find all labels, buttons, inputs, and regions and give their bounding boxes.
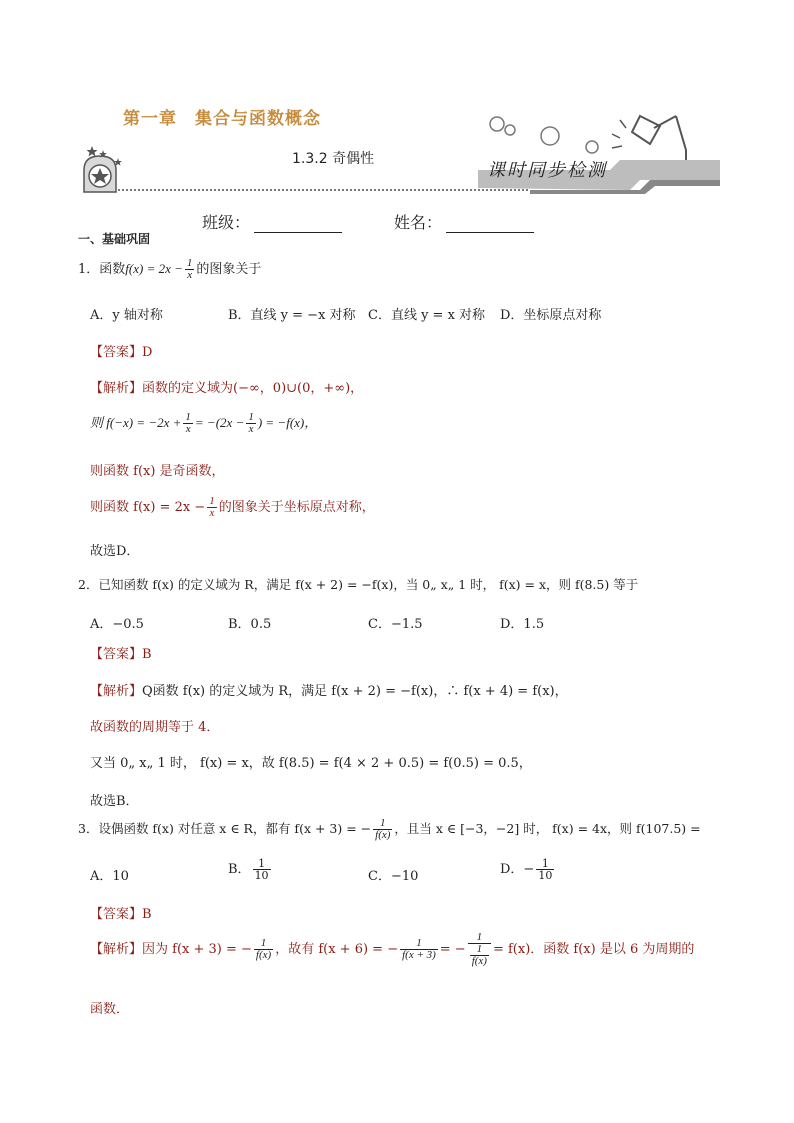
desk-lamp-icon [612,116,686,162]
q2-answer: 【答案】B [90,647,152,662]
star-badge-icon [84,146,122,192]
q1-fraction: $\frac{1}{x}$ [186,257,193,281]
q3-option-b: B． $\frac{1}{10}$ [228,857,269,882]
q2-analysis-line3: 又当 0„ x„ 1 时， f(x) = x，故 f(8.5) = f(4 × 2 + 0.5) = f(0.5) = 0.5， [90,756,532,771]
q2-stem: 2．已知函数 f(x) 的定义域为 R，满足 f(x + 2) = −f(x)，当 0„ x„ 1 时， f(x) = x，则 f(8.5) 等于 [78,577,639,592]
q3-analysis-line2: 函数． [90,1002,130,1017]
name-field[interactable] [394,210,534,233]
q3-stem: 3．设偶函数 f(x) 对任意 x ∈ R，都有 f(x + 3) = − $\frac{1}{f(x)}$ ，且当 x ∈ [−3，−2] 时， f(x) = 4x，则 f(107.5) = [78,817,701,841]
q1-answer: 【答案】D [90,345,153,360]
chapter-title: 第一章 集合与函数概念 [123,109,321,129]
q1-analysis-line1: 【解析】函数的定义域为(−∞，0)∪(0，+∞)， [90,381,364,396]
q1-analysis-line2: 则 f(−x) = −2x + $\frac{1}{x}$ = −(2x − $\frac{1}{x}$ ) = −f(x)， [90,411,318,435]
q1-option-d: D．坐标原点对称 [500,308,602,323]
bubbles-icon [490,117,598,153]
q1-analysis-line5: 故选D． [90,544,140,559]
name-blank[interactable] [446,218,534,233]
q1-option-b: B．直线 y = −x 对称 [228,308,356,323]
q1-analysis-line3: 则函数 f(x) 是奇函数， [90,464,225,479]
header-decoration [0,0,794,200]
q2-option-c: C．−1.5 [368,617,423,632]
q2-option-d: D．1.5 [500,617,545,632]
q1-stem: 1．函数f(x) = 2x − $\frac{1}{x}$ 的图象关于 [78,257,262,281]
class-field[interactable] [202,210,342,233]
q1-option-a: A．y 轴对称 [90,308,163,323]
q3-analysis-line1: 【解析】因为 f(x + 3) = − $\frac{1}{f(x)}$ ，故有 f(x + 6) = − $\frac{1}{f(x + 3)}$ = − $\frac{1}{\frac{1}{f(x)}}$ = f(x)．函数 f(x) 是以 6 为周期的 [90,931,695,967]
q2-analysis-line4: 故选B． [90,794,139,809]
q2-analysis-line1: 【解析】Q函数 f(x) 的定义域为 R，满足 f(x + 2) = −f(x)，∴ f(x + 4) = f(x)， [90,684,568,699]
section-heading: 一、基础巩固 [78,232,151,246]
q3-answer: 【答案】B [90,907,152,922]
q3-option-c: C．−10 [368,869,419,884]
q2-option-b: B．0.5 [228,617,272,632]
banner-title: 课时同步检测 [487,160,607,181]
q2-option-a: A．−0.5 [90,617,144,632]
q3-option-a: A．10 [90,869,129,884]
q3-option-d: D．− $\frac{1}{10}$ [500,857,553,882]
name-label: 姓名： [394,213,443,232]
class-label: 班级： [202,213,251,232]
class-blank[interactable] [254,218,342,233]
q1-option-c: C．直线 y = x 对称 [368,308,486,323]
q1-number: 1． [78,262,100,277]
lesson-title: 1.3.2 奇偶性 [292,151,375,167]
q1-analysis-line4: 则函数 f(x) = 2x − $\frac{1}{x}$ 的图象关于坐标原点对称， [90,495,375,519]
q2-analysis-line2: 故函数的周期等于 4． [90,720,220,735]
